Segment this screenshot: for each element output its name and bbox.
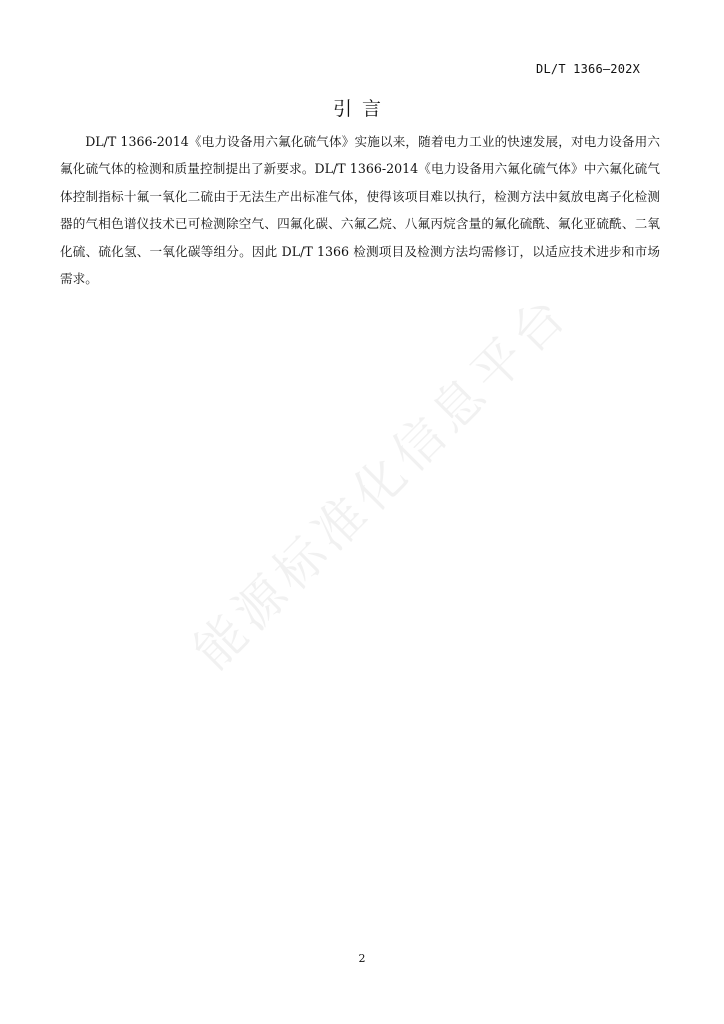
body-paragraph: DL/T 1366-2014《电力设备用六氟化硫气体》实施以来，随着电力工业的快速发展，对电力设备用六氟化硫气体的检测和质量控制提出了新要求。DL/T 1366-2014《电力设备用六氟化硫气体》中六氟化硫气体控制指标十氟一氧化二硫由于无法生产出标准气体，使得该项目难以执行，检测方法中氦放电离子化检测器的气相色谱仪技术已可检测除空气、四氟化碳、六氟乙烷、八氟丙烷含量的氟化硫酰、氟化亚硫酰、二氧化硫、硫化氢、一氧化碳等组分。因此 DL/T 1366 检测项目及检测方法均需修订，以适应技术进步和市场需求。 [60,134,660,287]
document-code: DL/T 1366—202X [536,62,640,76]
page-title: 引言 [332,98,391,120]
watermark: 能源标准化信息平台 [182,283,581,681]
page-number: 2 [358,952,366,965]
